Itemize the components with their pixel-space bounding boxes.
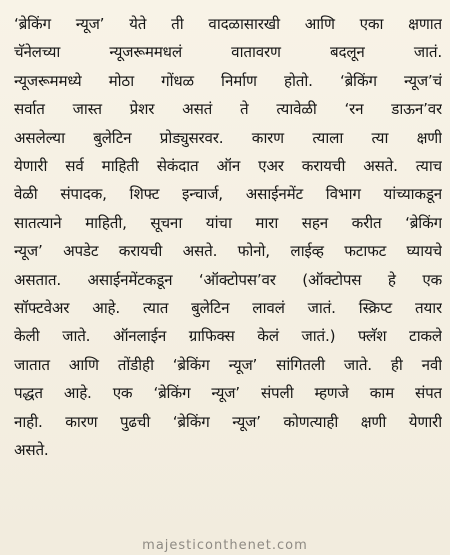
text-line-12: केली जाते. ऑनलाईन ग्राफिक्स केलं जातं.) फ्लॅश टाकले (14, 327, 442, 346)
text-line-6: येणारी सर्व माहिती सेकंदात ऑन एअर करायची असते. त्याच (14, 157, 442, 176)
text-line-2: चॅनेलच्या न्यूजरूममधलं वातावरण बदलून जातं. (14, 43, 442, 62)
text-line-1: ‘ब्रेकिंग न्यूज’ येते ती वादळासारखी आणि एका क्षणात (14, 15, 442, 33)
text-line-16: असते. (14, 441, 49, 460)
text-line-11: सॉफ्टवेअर आहे. त्यात बुलेटिन लावलं जातं. स्क्रिप्ट तयार (14, 299, 442, 318)
text-line-9: न्यूज’ अपडेट करायची असते. फोनो, लाईव्ह फटाफट घ्यायचे (14, 242, 442, 261)
text-line-7: वेळी संपादक, शिफ्ट इन्चार्ज, असाईनमेंट विभाग यांच्याकडून (14, 185, 442, 204)
text-line-10: असतात. असाईनमेंटकडून ‘ऑक्टोपस’वर (ऑक्टोपस हे एक (14, 270, 442, 289)
text-line-5: असलेल्या बुलेटिन प्रोड्युसरवर. कारण त्याला त्या क्षणी (14, 128, 442, 147)
body-paragraph (14, 10, 442, 465)
text-line-15: नाही. कारण पुढची ‘ब्रेकिंग न्यूज’ कोणत्याही क्षणी येणारी (14, 412, 442, 431)
text-line-3: न्यूजरूममध्ये मोठा गोंधळ निर्माण होतो. ‘ब्रेकिंग न्यूज’चं (14, 71, 442, 90)
text-line-13: जातात आणि तोंडीही ‘ब्रेकिंग न्यूज’ सांगितली जाते. ही नवी (14, 355, 442, 374)
watermark: majesticonthenet.com (142, 538, 308, 553)
text-line-4: सर्वात जास्त प्रेशर असतं ते त्यावेळी ‘रन डाऊन’वर (14, 100, 442, 119)
text-line-14: पद्धत आहे. एक ‘ब्रेकिंग न्यूज’ संपली म्हणजे काम संपत (14, 384, 442, 403)
text-line-8: सातत्याने माहिती, सूचना यांचा मारा सहन करीत ‘ब्रेकिंग (14, 213, 442, 232)
